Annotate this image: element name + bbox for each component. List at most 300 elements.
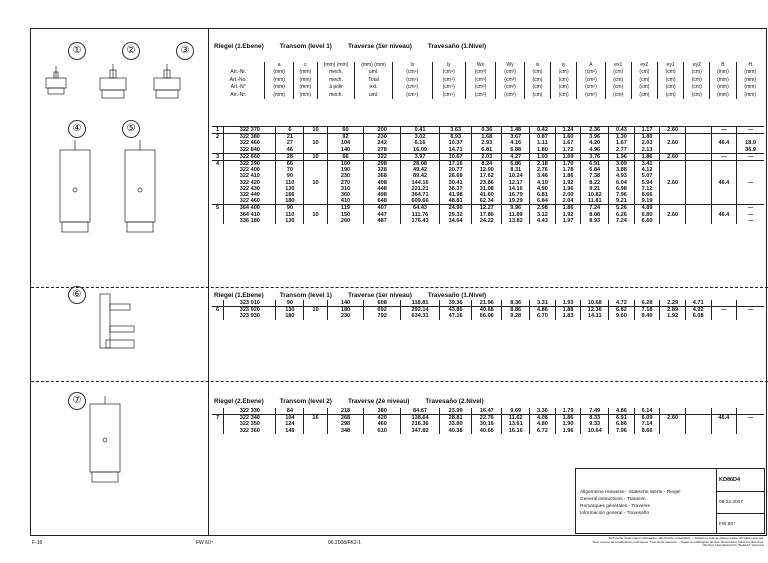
table-cell: 1.69 [555,153,581,160]
table-cell: (cm⁴) [392,77,432,84]
table-cell [685,153,711,160]
table-cell: (cm) [684,69,710,76]
table-cell [711,198,737,205]
table-cell: 322 360 [224,428,276,434]
table-cell: 1.86 [634,153,660,160]
table-cell [212,428,224,434]
table-cell: ext. [355,84,393,91]
table-cell: (mm) [293,69,317,76]
table-cell: 1 [216,127,220,133]
table-cell: 8.24 [472,161,502,168]
table-cell: 30.16 [472,421,502,427]
table-cell: 9.69 [502,408,530,415]
table-cell: 1.67 [555,140,581,146]
table-cell: 4 [216,161,220,168]
table-cell: (mm) [736,92,764,99]
table-cell: 180 [327,307,364,314]
table-cell: 648 [364,198,401,205]
table-cell: 46.4 [711,212,737,218]
table-cell: 17.16 [440,161,472,168]
table-row [212,415,764,422]
table-cell: 49.42 [401,167,440,173]
table-cell: 66.06 [472,313,502,319]
table-row [212,307,764,314]
table-cell: — [737,153,764,160]
table-cell: 323 930 [224,313,276,319]
table-cell: 6.26 [609,212,635,218]
table-cell: 144.16 [401,180,440,186]
table-cell [685,428,711,434]
table-cell: 2.93 [472,140,502,146]
table-cell: 9.96 [502,205,530,212]
table-cell [737,428,764,434]
table-cell: B [710,62,736,69]
table-cell: 0.87 [530,134,556,141]
table-cell: 4.27 [502,153,530,160]
table-cell: 6.84 [581,167,609,173]
table-cell [212,313,224,319]
table-cell [711,205,737,212]
table-cell: Ix [392,62,432,69]
table-cell: 328 [364,167,401,173]
table-cell: 10 [304,180,327,186]
table-cell: 9.21 [581,186,609,192]
table-cell [660,408,686,415]
table-cell [304,134,327,141]
table-cell: 5.07 [634,173,660,179]
table-cell: Iy [432,62,465,69]
table-cell: 1.88 [555,307,581,314]
table-cell: 2.60 [660,180,686,186]
table-cell: 2 [216,134,220,141]
table-cell: 9.60 [609,313,635,319]
table-cell: 46.4 [711,415,737,422]
table-cell [685,415,711,422]
table-cell: 3 [216,153,220,160]
table-cell: 4.16 [502,140,530,146]
table-cell: (cm) [631,77,657,84]
drawing-ref: FW 50⁺ [719,522,736,527]
table-cell: 6 [216,307,220,314]
table-cell: 3.09 [609,161,635,168]
table-cell: Art.-N° [230,84,246,91]
table-cell: (mm) [710,69,736,76]
table-cell: (cm²) [577,69,605,76]
table-cell: 1.11 [530,140,556,146]
table-cell: 2.03 [472,153,502,160]
table-cell: 364 400 [224,205,276,212]
table-cell: 2.60 [660,153,686,160]
table-cell: 2.89 [660,307,686,314]
table-cell: 176.43 [401,218,440,224]
table-cell: Art.-Nr. [230,69,247,76]
table-cell: 260 [327,218,364,224]
table-cell: 160 [327,161,364,168]
table-cell: — [737,307,764,314]
table-cell: 4.71 [685,300,711,307]
table-cell: 200 [364,127,401,134]
table-cell [212,300,224,307]
table-cell: 6.98 [609,186,635,192]
table-cell: (cm³) [496,77,524,84]
table-cell: 6.70 [530,313,556,319]
table-cell: 0.43 [609,127,635,134]
footer-legal: Technische Änderungen vorbehalten. Alle Rechte vorbehalten. – Subject to change without notice. All rights reserved. Sous réserve de modifications techniques. Tous droits réservés. – Sujeto a modificación técnica. Reservados todos los derechos. ©Schüco International KG, Bielefeld, Germany [592,536,764,547]
table-cell: 323 920 [224,307,276,314]
table-cell: 8.31 [502,167,530,173]
table-cell: 6.16 [401,140,440,146]
table-cell: 6.88 [502,147,530,154]
table-cell [685,127,711,134]
table-cell: 48.81 [440,198,472,205]
table-cell [660,428,686,434]
table-cell: 9.33 [581,421,609,427]
table-cell: 447 [364,212,401,218]
table-cell [711,134,737,141]
table-cell: 24.22 [472,218,502,224]
table-cell: 119 [327,205,364,212]
table-cell: 7.96 [609,428,635,434]
table-cell: (cm) [605,69,631,76]
table-row [212,198,764,205]
table-cell: 6.04 [609,180,635,186]
table-cell: 7.38 [581,173,609,179]
table-cell: 1.48 [502,127,530,134]
table-cell: 298 [364,161,401,168]
table-cell: (cm) [524,92,550,99]
table-cell: (mm) [293,77,317,84]
table-cell: — [737,218,764,224]
table-cell: 322 350 [224,421,276,427]
table-row [212,92,764,99]
title-line-es: Información general - Travesaño [580,511,650,516]
table-cell: (mm) [710,77,736,84]
footer-product: FW 60⁺ [196,540,214,546]
table-cell: 322 400 [224,167,276,173]
table-cell: 8.36 [502,300,530,307]
table-cell: 28 [276,153,304,160]
table-cell [304,313,327,319]
table-cell: (cm⁴) [392,92,432,99]
table-cell: 1.92 [555,212,581,218]
table-cell: 4.43 [530,218,556,224]
table-cell: 60 [327,127,364,134]
table-cell: (cm⁴) [392,84,432,91]
table-cell: 3.76 [581,153,609,160]
table-cell: 268 [327,415,364,422]
table-cell: 298 [327,421,364,427]
table-cell: 1.17 [634,127,660,134]
table-cell: 4.72 [609,300,635,307]
table-cell: 1.86 [555,415,581,422]
table-cell: (cm²) [577,84,605,91]
table-cell: 1.96 [555,186,581,192]
table-cell: 140 [327,147,364,154]
table-cell: 6.82 [609,307,635,314]
table-cell: 2.00 [555,192,581,198]
table-cell: 1.79 [555,408,581,415]
table-cell [737,408,764,415]
table-cell: 6.81 [472,147,502,154]
table-cell: 24.90 [440,205,472,212]
table-cell: 1.67 [609,140,635,146]
table-cell: 2.36 [581,127,609,134]
figure-marker-5: ⑤ [122,120,140,138]
table-cell: uml. [355,69,393,76]
table-cell: 610 [364,428,401,434]
table-cell: 1.80 [530,147,556,154]
table-cell [660,198,686,205]
table-cell: 3.46 [530,173,556,179]
table-cell: 40.38 [440,428,472,434]
table-cell [304,161,327,168]
table-cell: (mm) [736,69,764,76]
table-cell: 322 460 [224,198,276,205]
table-cell: 18.9 [737,140,764,146]
table-row [212,218,764,224]
table-cell [212,62,265,69]
table-cell: — [711,127,737,134]
table-cell: 66 [327,153,364,160]
table-cell: 10.82 [581,192,609,198]
table-cell: 692 [364,307,401,314]
table-cell: 5.94 [634,180,660,186]
table-cell: 62.34 [472,198,502,205]
table-cell: 130 [276,218,304,224]
table-cell [685,161,711,168]
table-cell: 6.08 [685,313,711,319]
table-cell: 180 [276,198,304,205]
table-cell: 13.82 [502,218,530,224]
title-line-fr: Remarques générales - Traverse [580,504,651,509]
table-cell: 130 [276,307,304,314]
table-row [212,77,764,84]
table-cell: 28.81 [440,415,472,422]
table-cell: 140 [327,300,364,307]
table-cell: 1.60 [555,134,581,141]
title-block [575,468,765,534]
figure-marker-6: ⑥ [68,286,86,304]
table-cell: mech. [317,69,355,76]
table-row [212,408,764,415]
table-cell [685,205,711,212]
table-cell [212,408,224,415]
table-cell: 11.89 [502,212,530,218]
table-cell: 111.76 [401,212,440,218]
data-table-7 [212,408,764,434]
table-cell [304,428,327,434]
table-cell [685,198,711,205]
figure-marker-3: ③ [176,42,194,60]
table-cell: (cm⁴) [392,69,432,76]
table-cell: 322 840 [224,147,276,154]
table-cell: 33.80 [440,421,472,427]
table-cell: 322 370 [224,127,276,134]
table-cell: 2.03 [634,140,660,146]
table-cell [711,161,737,168]
table-cell: 17.86 [472,212,502,218]
table-cell: (cm) [684,92,710,99]
table-cell: (mm) (mm) [355,62,393,69]
table-cell [685,408,711,415]
table-cell: (cm³) [465,69,496,76]
table-cell: 1.30 [609,134,635,141]
table-cell: 21.96 [472,300,502,307]
table-cell: 7.24 [609,218,635,224]
table-cell: 4.92 [685,307,711,314]
table-cell: 6.84 [530,198,556,205]
table-cell [304,218,327,224]
title-line-de: Allgemeine Hinweise - Statische Werte - Riegel [580,490,681,495]
table-cell: 608 [364,300,401,307]
table-cell: (cm) [658,69,684,76]
table-cell: Art.-No. [229,76,247,83]
table-cell: (cm³) [496,92,524,99]
table-cell: (mm) [710,92,736,99]
table-cell: 31.08 [472,186,502,192]
table-cell: 8.93 [440,134,472,141]
table-cell: (cm³) [465,77,496,84]
table-cell: à polir [317,84,355,91]
table-cell: 270 [327,180,364,186]
table-cell: 16.09 [401,147,440,154]
table-cell: 322 430 [224,186,276,192]
table-cell: (cm) [684,84,710,91]
table-cell: 2.13 [634,147,660,154]
table-cell: (cm) [684,77,710,84]
table-cell: c [293,62,317,69]
table-cell: 11.62 [502,415,530,422]
table-cell [711,313,737,319]
table-cell: mech. [317,92,355,99]
table-cell: — [737,415,764,422]
table-cell: 1.70 [555,161,581,168]
table-cell: 12.27 [472,205,502,212]
table-cell: 10.67 [440,153,472,160]
table-cell: 180 [276,313,304,319]
table-cell: 322 420 [224,180,276,186]
data-table-main [212,126,764,224]
table-cell: 8.93 [581,218,609,224]
table-cell: (cm) [524,69,550,76]
table-cell: 230 [327,173,364,179]
table-cell: 4.08 [530,415,556,422]
table-cell: 12.00 [472,167,502,173]
table-cell: 104 [276,415,304,422]
table-cell: 14.11 [581,313,609,319]
table-cell: 20.77 [440,167,472,173]
section-title-level1: Riegel (1.Ebene) Transom (level 1) Traverse (1er niveau) Travesaño (1.Nivel) [214,43,487,50]
table-cell [660,147,686,154]
table-cell: 0.42 [530,127,556,134]
table-cell [660,205,686,212]
table-cell: 7.12 [634,186,660,192]
table-cell: 230 [364,134,401,141]
figure-marker-2: ② [122,42,140,60]
table-cell: 2.60 [660,415,686,422]
table-cell [711,408,737,415]
table-cell: 216.36 [401,421,440,427]
table-cell: 66 [276,161,304,168]
table-cell [685,134,711,141]
table-cell: (cm³) [496,84,524,91]
table-cell: 10 [304,127,327,134]
table-cell: — [737,212,764,218]
table-cell: 1.92 [555,180,581,186]
table-cell: — [711,153,737,160]
table-cell: 26.69 [440,173,472,179]
table-cell: Wy [496,62,524,69]
table-cell: 408 [364,180,401,186]
table-cell [737,313,764,319]
table-cell: 166 [276,192,304,198]
table-cell: — [737,180,764,186]
table-cell: — [737,127,764,134]
table-cell: 4.80 [530,421,556,427]
table-cell: 28.08 [401,161,440,168]
table-cell: 230 [327,313,364,319]
table-cell: Total [355,77,393,84]
table-cell [212,147,224,154]
table-cell [711,218,737,224]
table-cell [737,161,764,168]
table-cell: 7.96 [609,192,635,198]
table-cell: 3.12 [530,212,556,218]
table-cell: 41.60 [472,192,502,198]
table-cell: (cm) [631,92,657,99]
table-cell: 1.03 [530,153,556,160]
table-cell: 634.31 [401,313,440,319]
table-cell: 323 910 [224,300,276,307]
table-cell: 9.28 [502,313,530,319]
table-cell [711,300,737,307]
table-cell: 70 [276,167,304,173]
table-cell: mech. [317,77,355,84]
table-cell: 84.67 [401,408,440,415]
table-cell: 498 [364,192,401,198]
table-cell: 14.16 [502,186,530,192]
table-cell: 4.20 [581,140,609,146]
table-cell: 2.18 [530,161,556,168]
table-cell: 40.66 [472,428,502,434]
table-cell: 10.37 [440,140,472,146]
table-cell: 322 460 [224,140,276,146]
table-cell: 46 [276,147,304,154]
table-cell: (cm) [658,92,684,99]
table-cell: 218 [327,408,364,415]
table-cell: 104 [327,140,364,146]
table-cell: 3.63 [440,127,472,134]
table-cell: (cm) [524,84,550,91]
table-cell: (cm) [551,69,577,76]
table-cell: 8.66 [634,192,660,198]
table-cell: 2.98 [530,205,556,212]
table-cell: 10 [304,140,327,146]
table-cell: (cm⁴) [432,77,465,84]
table-cell: (cm⁴) [432,92,465,99]
table-cell: Art.-Nr. [230,91,247,98]
table-cell: (cm) [658,77,684,84]
table-cell: 364 410 [224,212,276,218]
table-cell: 118.81 [401,300,440,307]
table-cell: 36.37 [440,186,472,192]
table-cell: 23.99 [440,408,472,415]
table-cell: 4.19 [530,180,556,186]
table-cell: 90 [276,205,304,212]
table-cell: 322 440 [224,192,276,198]
table-cell: (mm) [736,84,764,91]
table-cell: (cm²) [577,77,605,84]
